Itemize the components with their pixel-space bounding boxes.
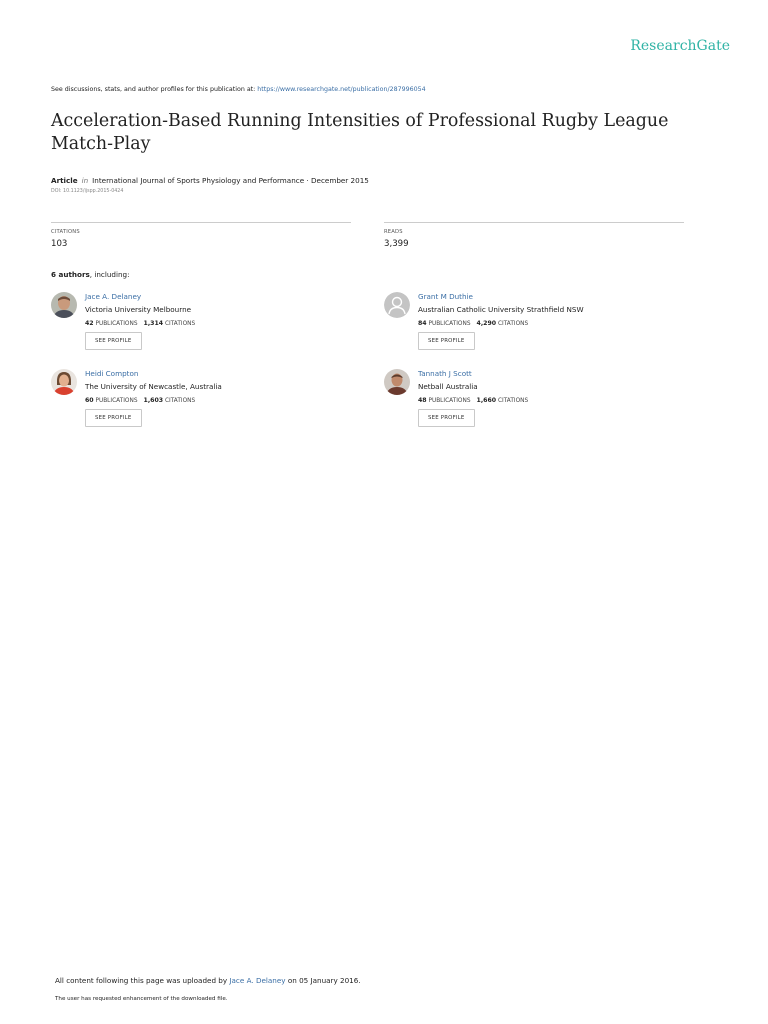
person-photo-icon <box>384 369 410 395</box>
publications-label: PUBLICATIONS <box>428 321 471 327</box>
author-avatar[interactable] <box>384 369 410 395</box>
citations-label: CITATIONS <box>51 229 80 235</box>
publications-count: 48 <box>418 397 427 404</box>
upload-suffix: on 05 January 2016. <box>285 976 361 985</box>
article-type: Article <box>51 176 78 185</box>
citations-count: 1,660 <box>476 397 497 404</box>
author-name-link[interactable]: Tannath J Scott <box>418 369 472 378</box>
reads-divider <box>384 222 684 223</box>
author-name-link[interactable]: Grant M Duthie <box>418 292 473 301</box>
author-name-link[interactable]: Jace A. Delaney <box>85 292 142 301</box>
see-profile-button[interactable]: SEE PROFILE <box>85 332 142 350</box>
reads-label: READS <box>384 229 403 235</box>
default-user-icon <box>384 292 410 318</box>
author-name-link[interactable]: Heidi Compton <box>85 369 139 378</box>
upload-note <box>55 976 361 985</box>
publication-link[interactable]: https://www.researchgate.net/publication/287996054 <box>257 86 426 93</box>
uploader-link[interactable]: Jace A. Delaney <box>229 976 286 985</box>
citations-label: CITATIONS <box>164 398 196 404</box>
citations-count: 4,290 <box>476 320 497 327</box>
author-institution: Victoria University Melbourne <box>85 305 192 314</box>
publications-label: PUBLICATIONS <box>95 321 138 327</box>
discussions-text: See discussions, stats, and author profiles for this publication at: <box>51 86 258 93</box>
reads-value: 3,399 <box>384 239 409 249</box>
see-profile-button[interactable]: SEE PROFILE <box>418 332 475 350</box>
researchgate-logo[interactable]: ResearchGate <box>630 38 730 54</box>
person-photo-icon <box>51 292 77 318</box>
publications-count: 42 <box>85 320 94 327</box>
author-card <box>51 369 351 439</box>
citations-label: CITATIONS <box>497 321 529 327</box>
authors-suffix: , including: <box>89 270 130 279</box>
citations-divider <box>51 222 351 223</box>
person-photo-icon <box>51 369 77 395</box>
doi: DOI: 10.1123/ijspp.2015-0424 <box>51 189 124 194</box>
journal-date: International Journal of Sports Physiology and Performance · December 2015 <box>92 176 369 185</box>
citations-label: CITATIONS <box>497 398 529 404</box>
author-card <box>384 292 684 362</box>
article-title: Acceleration-Based Running Intensities of Professional Rugby League Match-Play <box>51 111 669 154</box>
in-label: in <box>81 176 89 185</box>
citations-label: CITATIONS <box>164 321 196 327</box>
author-institution: Australian Catholic University Strathfield NSW <box>418 305 584 314</box>
see-profile-button[interactable]: SEE PROFILE <box>85 409 142 427</box>
author-counts <box>85 320 195 327</box>
citations-count: 1,314 <box>143 320 164 327</box>
article-meta <box>51 176 369 185</box>
authors-heading <box>51 270 130 279</box>
author-institution: The University of Newcastle, Australia <box>85 382 222 391</box>
author-card <box>384 369 684 439</box>
citations-count: 1,603 <box>143 397 164 404</box>
author-avatar[interactable] <box>51 292 77 318</box>
publications-label: PUBLICATIONS <box>95 398 138 404</box>
author-avatar[interactable] <box>384 292 410 318</box>
authors-count: 6 authors <box>51 270 90 279</box>
citations-value: 103 <box>51 239 68 249</box>
see-profile-button[interactable]: SEE PROFILE <box>418 409 475 427</box>
author-institution: Netball Australia <box>418 382 478 391</box>
discussions-line <box>51 86 426 93</box>
publications-count: 60 <box>85 397 94 404</box>
author-counts <box>85 397 195 404</box>
author-counts <box>418 397 528 404</box>
author-avatar[interactable] <box>51 369 77 395</box>
upload-prefix: All content following this page was uploaded by <box>55 976 230 985</box>
publications-label: PUBLICATIONS <box>428 398 471 404</box>
publications-count: 84 <box>418 320 427 327</box>
author-card <box>51 292 351 362</box>
enhancement-note: The user has requested enhancement of the downloaded file. <box>55 996 228 1002</box>
author-counts <box>418 320 528 327</box>
